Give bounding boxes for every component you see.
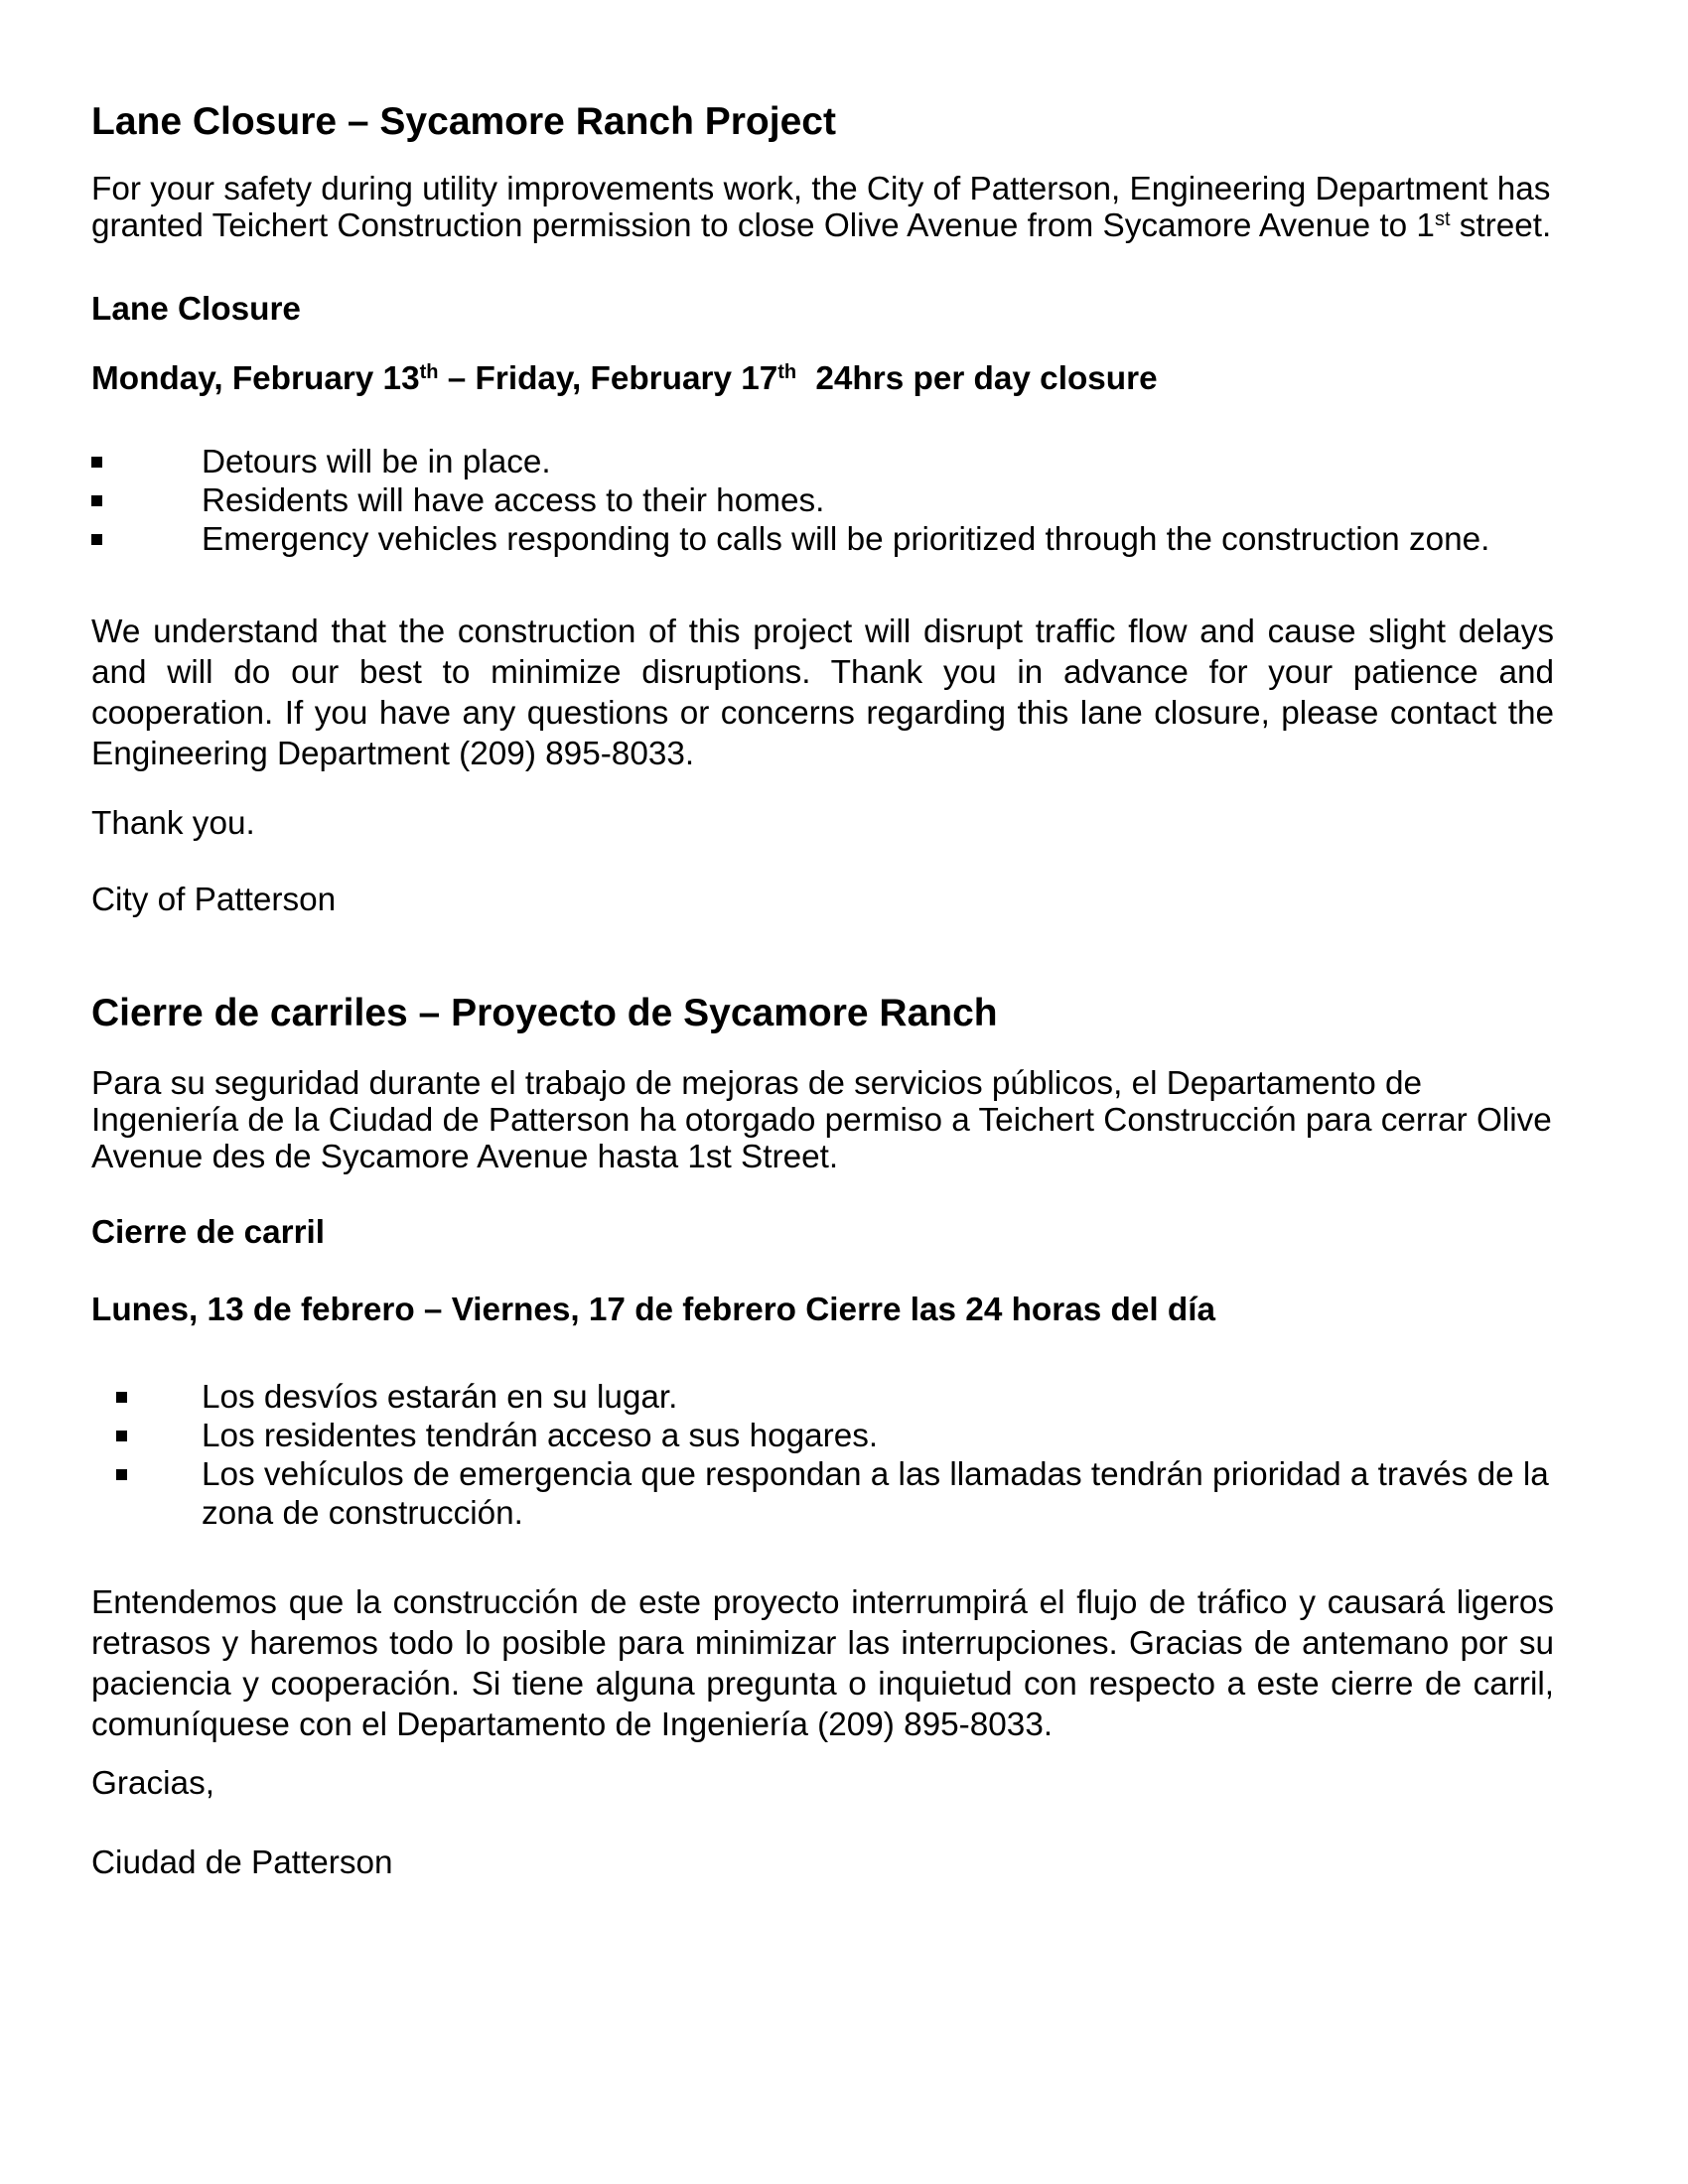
english-body-paragraph: We understand that the construction of this project will disrupt traffic flow and cause slight delays and will do our best to minimize disruptions. Thank you in advance for your patience and cooperation. If you have any questions or concerns regarding this lane closure, please contact the Engineering Department (209) 895-8033. [91, 614, 1554, 772]
spanish-title: Cierre de carriles – Proyecto de Sycamore Ranch [91, 992, 998, 1034]
bullet-text: Los residentes tendrán acceso a sus hogares. [202, 1418, 879, 1454]
bullet-icon [91, 534, 102, 545]
spanish-intro-paragraph: Para su seguridad durante el trabajo de mejoras de servicios públicos, el Departamento de Ingeniería de la Ciudad de Patterson ha otorgado permiso a Teichert Construcción para cerrar Olive Avenue des de Sycamore Avenue hasta 1st Street. [91, 1065, 1552, 1175]
ordinal-superscript: st [1434, 208, 1451, 230]
english-intro-text: For your safety during utility improvements work, the City of Patterson, Engineering Department has granted Teichert Construction permission to close Olive Avenue from Sycamore Avenue to 1 [91, 171, 1551, 244]
ordinal-superscript: th [419, 361, 439, 383]
schedule-duration: 24hrs per day closure [806, 360, 1158, 397]
bullet-icon [116, 1392, 127, 1403]
english-intro-paragraph [91, 171, 1554, 244]
bullet-text: Los desvíos estarán en su lugar. [202, 1379, 678, 1416]
spanish-subheading: Cierre de carril [91, 1214, 326, 1251]
bullet-icon [116, 1431, 127, 1441]
document-page [91, 99, 1554, 1881]
schedule-start-date: Monday, February 13 [91, 360, 420, 397]
english-schedule-line [91, 360, 1554, 397]
bullet-icon [116, 1469, 127, 1480]
spanish-signature-line: Ciudad de Patterson [91, 1844, 393, 1881]
ordinal-superscript: th [777, 361, 797, 383]
bullet-text: Detours will be in place. [202, 444, 551, 480]
spanish-thanks-line: Gracias, [91, 1765, 214, 1802]
bullet-icon [91, 457, 102, 468]
list-item [91, 1455, 1554, 1533]
english-signature-line: City of Patterson [91, 882, 337, 918]
spanish-bullet-list [91, 1378, 1554, 1533]
bullet-icon [91, 495, 102, 506]
list-item [91, 481, 1554, 520]
schedule-end-date: – Friday, February 17 [438, 360, 778, 397]
list-item [91, 443, 1554, 481]
list-item [91, 1417, 1554, 1455]
spanish-body-paragraph: Entendemos que la construcción de este proyecto interrumpirá el flujo de tráfico y causará ligeros retrasos y haremos todo lo posible para minimizar las interrupciones. Gracias de antemano por su paciencia y cooperación. Si tiene alguna pregunta o inquietud con respecto a este cierre de carril, comuníquese con el Departamento de Ingeniería (209) 895-8033. [91, 1584, 1554, 1743]
english-subheading: Lane Closure [91, 291, 301, 328]
bullet-text: Residents will have access to their homes. [202, 482, 825, 519]
english-intro-text-end: street. [1450, 207, 1552, 244]
english-bullet-list [91, 443, 1554, 559]
spanish-schedule-line: Lunes, 13 de febrero – Viernes, 17 de febrero Cierre las 24 horas del día [91, 1292, 1215, 1328]
list-item [91, 1378, 1554, 1417]
english-thanks-line: Thank you. [91, 805, 255, 842]
bullet-text: Emergency vehicles responding to calls will be prioritized through the construction zone. [202, 521, 1490, 558]
list-item [91, 520, 1554, 559]
bullet-text: Los vehículos de emergencia que respondan a las llamadas tendrán prioridad a través de la zona de construcción. [202, 1456, 1549, 1532]
english-title: Lane Closure – Sycamore Ranch Project [91, 100, 836, 143]
